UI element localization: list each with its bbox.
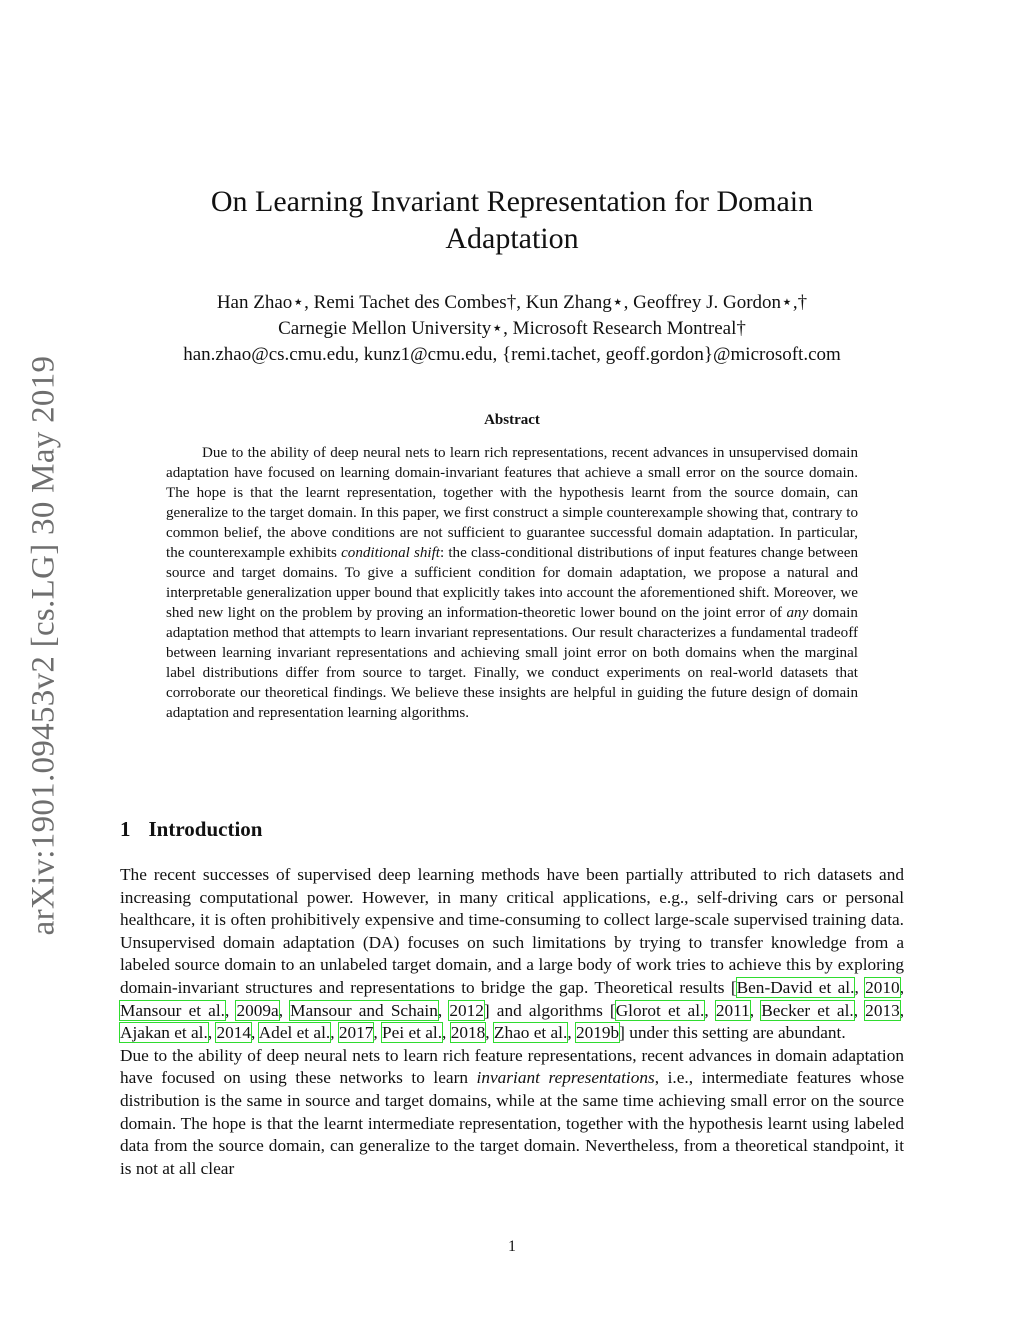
citation-separator: , (437, 1000, 450, 1020)
intro-text: , i.e., intermediate features whose distribution is the same in source and target domains, while at the same time achieving small error on the source domain. The hope is that the learnt intermediate representation, together with the hypothesis learnt using labeled data from the source domain, can generalize to the target domain. Nevertheless, from a theoretical standpoint, it is not at all clear (120, 1068, 905, 1178)
intro-text: The recent successes of supervised deep learning methods have been partially attributed to rich datasets and increasing computational power. However, in many critical applications, e.g., self-driving cars or personal healthcare, it is often prohibitively expensive and time-consuming to collect large-scale supervised training data. Unsupervised domain adaptation (DA) focuses on such limitations by trying to transfer knowledge from a labeled source domain to an unlabeled target domain, and a large body of work tries to achieve this by exploring domain-invariant structures and representations to bridge the gap. Theoretical results [ (120, 865, 904, 997)
intro-emphasis: invariant representations (476, 1068, 655, 1088)
abstract-text-part: Due to the ability of deep neural nets to learn rich representations, recent advances in unsupervised domain adaptation have focused on learning domain-invariant features that achieve a small error on the source domain. The hope is that the learnt representation, together with the hypothesis learnt from the source domain, can generalize to the target domain. In this paper, we first construct a simple counterexample showing that, contrary to common belief, the above conditions are not sufficient to guarantee successful domain adaptation. In particular, the counterexample exhibits (166, 445, 858, 561)
citation-link[interactable]: Pei et al. (382, 1023, 443, 1043)
citation-separator: , (278, 1000, 291, 1020)
citation-separator: , (442, 1023, 451, 1043)
citation-link[interactable]: Zhao et al. (493, 1023, 568, 1043)
citation-link[interactable]: 2009a (236, 1000, 279, 1020)
citation-link[interactable]: Ajakan et al. (120, 1023, 208, 1043)
citation-separator: , (854, 977, 866, 997)
citation-link[interactable]: Adel et al. (258, 1023, 331, 1043)
citation-link[interactable]: 2013 (865, 1000, 900, 1020)
citation-separator: , (749, 1000, 762, 1020)
citation-separator: , (899, 977, 905, 997)
citation-link[interactable]: 2012 (449, 1000, 484, 1020)
citation-separator: , (251, 1023, 259, 1043)
section-title: Introduction (148, 817, 263, 841)
citation-link[interactable]: Mansour et al. (120, 1000, 225, 1020)
citation-separator: , (207, 1023, 217, 1043)
citation-separator: ] and algorithms [ (483, 1000, 616, 1020)
citation-link[interactable]: Glorot et al. (615, 1000, 705, 1020)
citation-separator: , (224, 1000, 237, 1020)
citation-link[interactable]: 2018 (450, 1023, 486, 1043)
citation-link[interactable]: 2011 (715, 1000, 750, 1020)
citation-separator: , (899, 1000, 905, 1020)
citation-separator: , (567, 1023, 576, 1043)
citation-link[interactable]: 2014 (216, 1023, 252, 1043)
introduction-body (120, 864, 904, 1180)
citation-link[interactable]: Ben-David et al. (736, 977, 855, 997)
arxiv-identifier-stamp (22, 345, 66, 945)
abstract-heading: Abstract (484, 412, 540, 428)
abstract-emphasis: any (786, 605, 809, 621)
author-names: Han Zhao⋆, Remi Tachet des Combes†, Kun Zhang⋆, Geoffrey J. Gordon⋆,† (216, 292, 808, 313)
abstract-emphasis: conditional shift (341, 545, 440, 561)
citation-link[interactable]: Becker et al. (761, 1000, 854, 1020)
page-number: 1 (508, 1238, 516, 1255)
paper-title: On Learning Invariant Representation for Domain Adaptation (210, 185, 814, 255)
citation-link[interactable]: Mansour and Schain (290, 1000, 438, 1020)
abstract-text-part: domain adaptation method that attempts to learn invariant representations. Our result characterizes a fundamental tradeoff between learning invariant representations and achieving small joint error on both domains when the marginal label distributions differ from source to target. Finally, we conduct experiments on real-world datasets that corroborate our theoretical findings. We believe these insights are helpful in guiding the future design of domain adaptation and representation learning algorithms. (166, 605, 858, 721)
citation-separator: , (373, 1023, 383, 1043)
citation-link[interactable]: 2019b (575, 1023, 620, 1043)
citation-separator: , (853, 1000, 866, 1020)
citation-separator: , (485, 1023, 494, 1043)
citation-separator: , (704, 1000, 716, 1020)
citation-link[interactable]: 2010 (865, 977, 900, 997)
intro-text: ] under this setting are abundant. (619, 1023, 846, 1043)
abstract-text-part: : the class-conditional distributions of input features change between source and target domains. To give a sufficient condition for domain adaptation, we propose a natural and interpretable generalization upper bound that explicitly takes into account the aforementioned shift. Moreover, we shed new light on the problem by proving an information-theoretic lower bound on the joint error of (166, 545, 858, 621)
author-block (120, 290, 904, 368)
section-heading (120, 817, 262, 842)
intro-text: Due to the ability of deep neural nets to learn rich feature representations, recent advances in domain adaptation have focused on using these networks to learn (120, 1045, 904, 1088)
citation-link[interactable]: 2017 (338, 1023, 374, 1043)
author-emails: han.zhao@cs.cmu.edu, kunz1@cmu.edu, {remi.tachet, geoff.gordon}@microsoft.com (183, 344, 841, 365)
author-affiliations: Carnegie Mellon University⋆, Microsoft Research Montreal† (278, 318, 746, 339)
section-number: 1 (120, 817, 131, 841)
arxiv-identifier-text: arXiv:1901.09453v2 [cs.LG] 30 May 2019 (25, 355, 62, 935)
citation-separator: , (330, 1023, 339, 1043)
abstract-text (166, 443, 858, 723)
